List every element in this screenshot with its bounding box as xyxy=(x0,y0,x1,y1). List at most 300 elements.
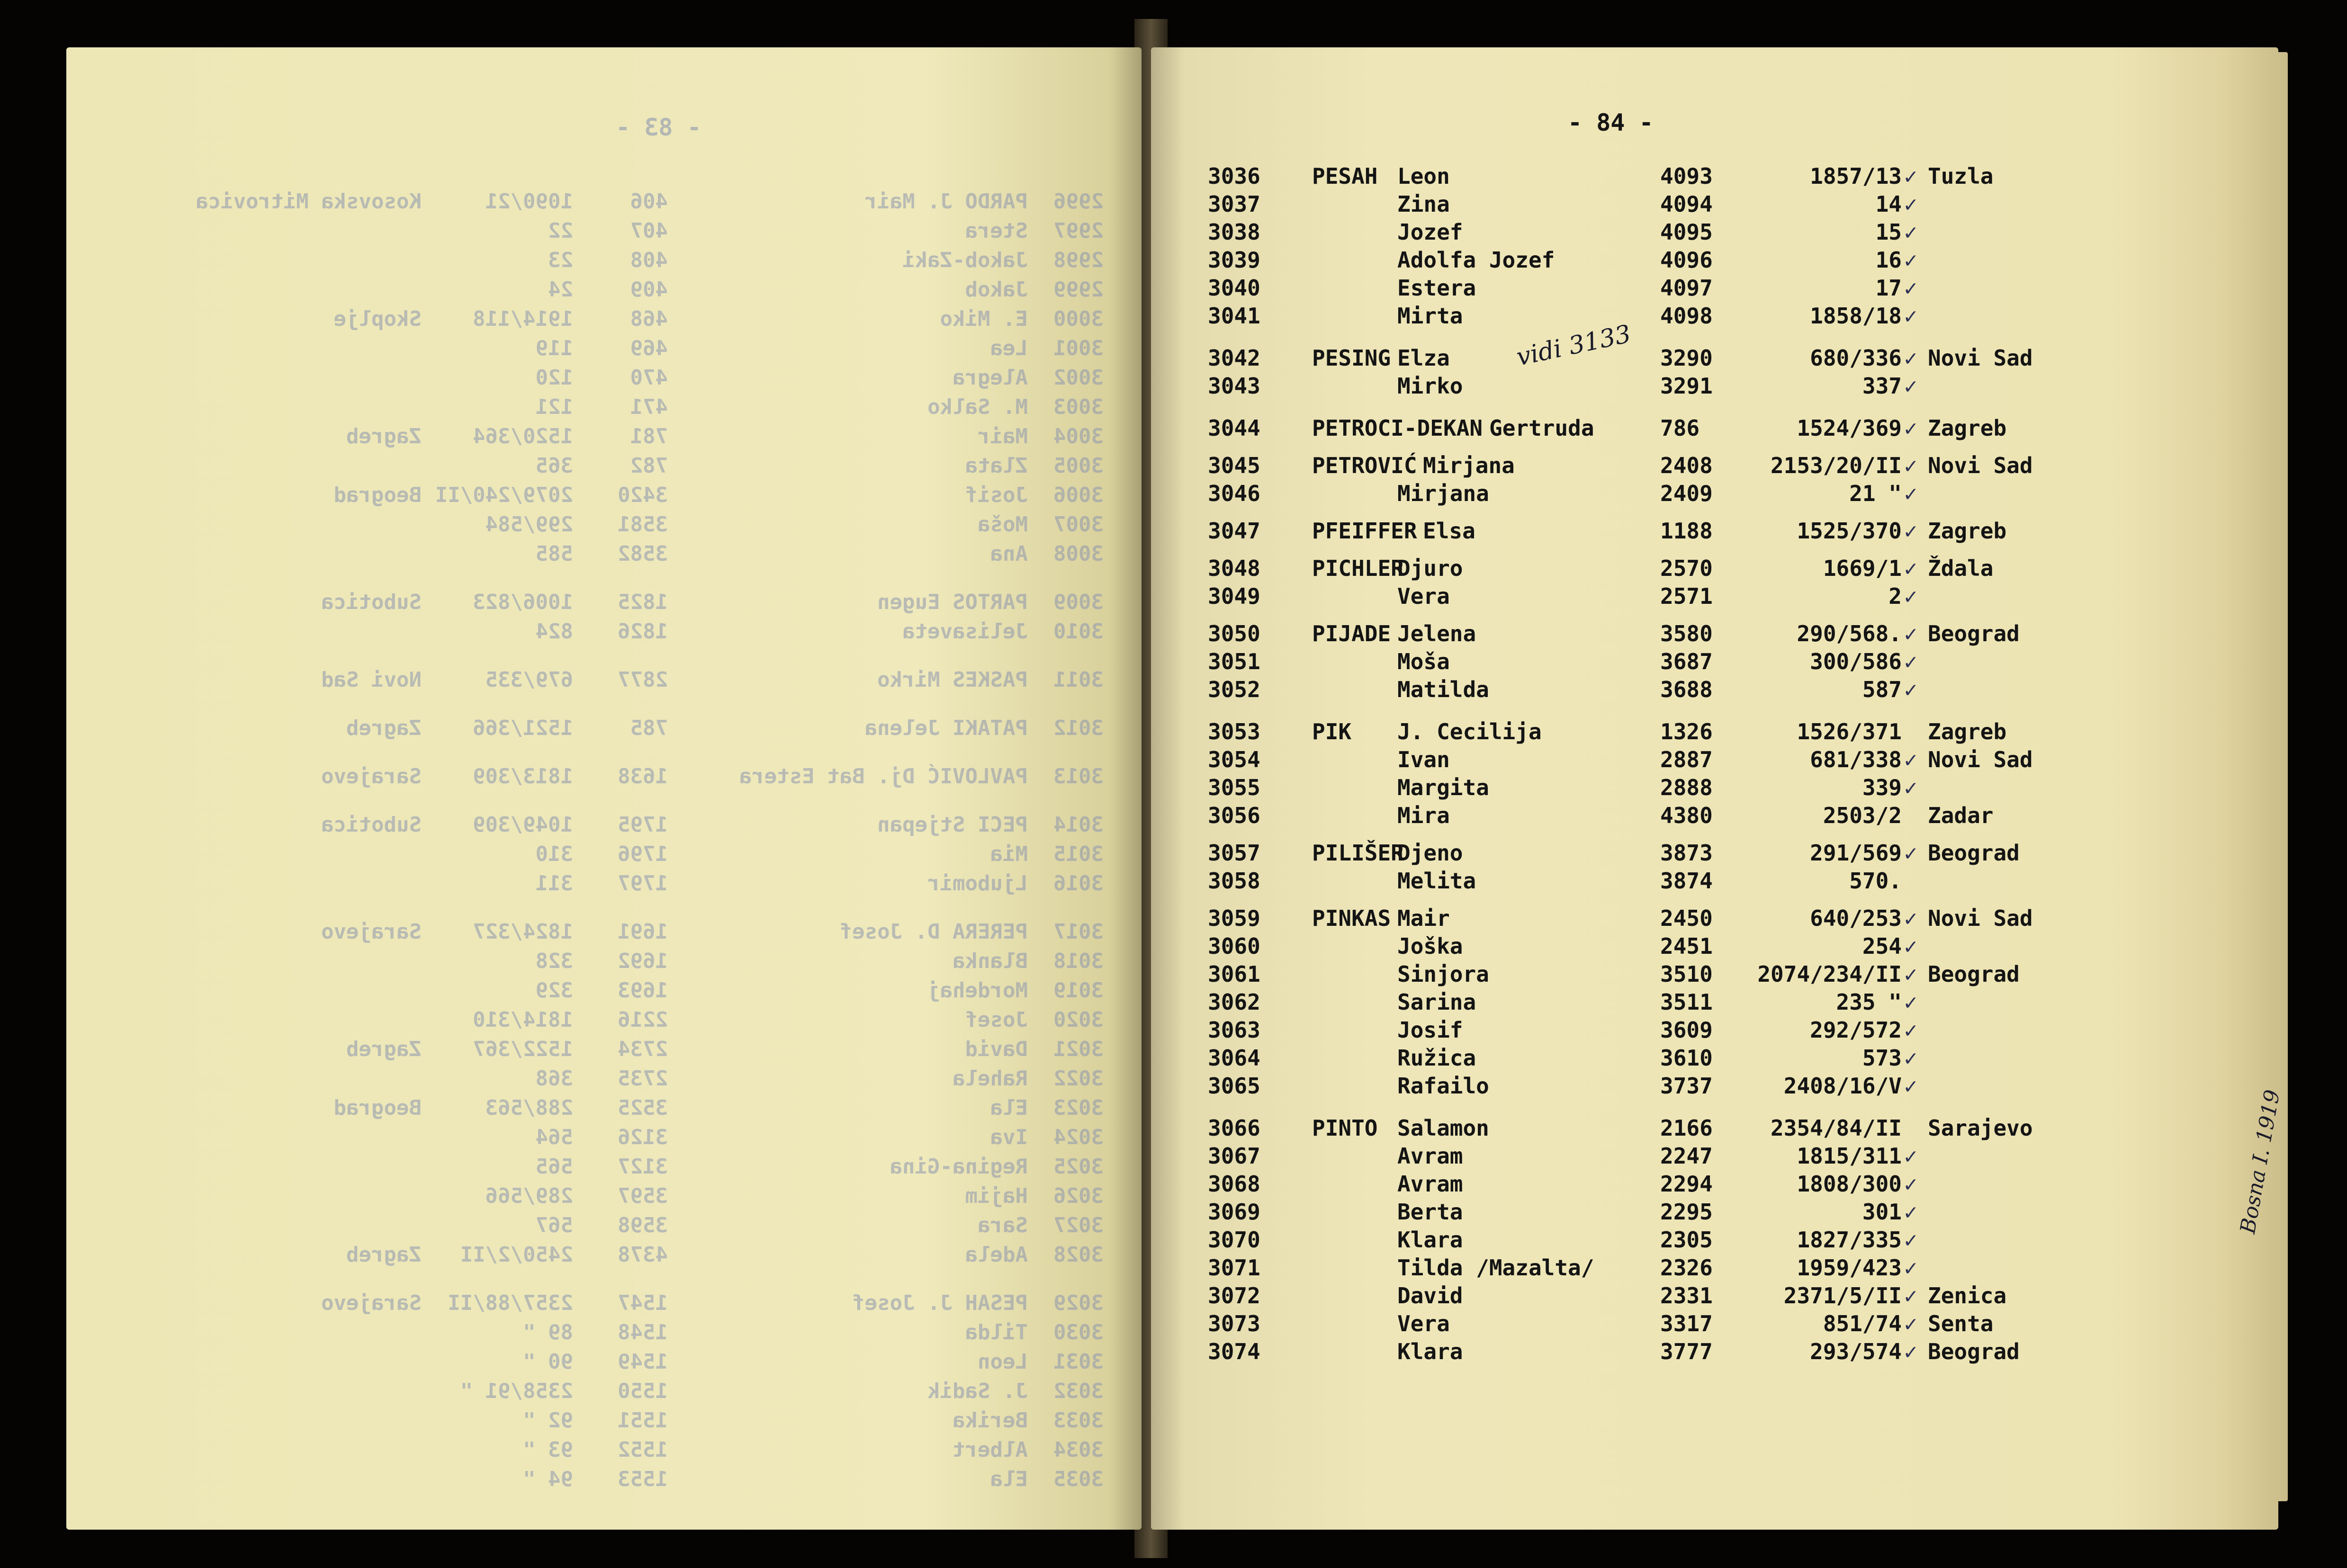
mirrored-ref: 824 xyxy=(535,619,573,644)
reference-number: 14 xyxy=(1875,191,1902,217)
mirrored-ref: 328 xyxy=(535,949,573,973)
mirrored-ref: 585 xyxy=(535,542,573,566)
register-number: 2888 xyxy=(1660,775,1713,800)
place: Novi Sad xyxy=(1928,453,2033,478)
mirrored-reg: 3597 xyxy=(618,1184,668,1208)
mirrored-place: Zagreb xyxy=(346,1243,422,1267)
mirrored-name: Mair xyxy=(978,424,1028,448)
mirrored-name: Ana xyxy=(990,542,1028,566)
mirrored-no: 3027 xyxy=(1053,1213,1104,1237)
given-name: Matilda xyxy=(1397,677,1489,702)
place: Novi Sad xyxy=(1928,345,2033,371)
check-mark-icon: ✓ xyxy=(1904,1255,1917,1281)
mirrored-no: 3013 xyxy=(1053,764,1104,788)
mirrored-no: 2999 xyxy=(1053,278,1104,302)
entry-number: 3061 xyxy=(1208,961,1260,987)
mirrored-row xyxy=(66,813,1142,840)
mirrored-no: 3025 xyxy=(1053,1155,1104,1179)
mirrored-reg: 1826 xyxy=(618,619,668,644)
register-number: 3510 xyxy=(1660,961,1713,987)
mirrored-name: Berika xyxy=(953,1408,1028,1433)
register-number: 2409 xyxy=(1660,481,1713,506)
register-number: 2331 xyxy=(1660,1283,1713,1308)
register-number: 2570 xyxy=(1660,556,1713,581)
mirrored-ref: 1049/309 xyxy=(473,813,573,837)
mirrored-ref: 299/584 xyxy=(485,512,573,537)
mirrored-row xyxy=(66,1184,1142,1211)
mirrored-reg: 406 xyxy=(630,189,668,214)
reference-number: 587 xyxy=(1862,677,1902,702)
mirrored-row xyxy=(66,366,1142,393)
reference-number: 291/569 xyxy=(1810,840,1902,866)
mirrored-no: 3029 xyxy=(1053,1291,1104,1315)
mirrored-no: 3028 xyxy=(1053,1243,1104,1267)
mirrored-name: Hajim xyxy=(965,1184,1028,1208)
given-name: Sinjora xyxy=(1397,961,1489,987)
entry-number: 3057 xyxy=(1208,840,1260,866)
surname: PESING xyxy=(1312,345,1391,371)
mirrored-row xyxy=(66,1213,1142,1241)
mirrored-ref: 90 " xyxy=(523,1350,573,1374)
entry-number: 3059 xyxy=(1208,905,1260,931)
mirrored-no: 3017 xyxy=(1053,920,1104,944)
mirrored-row xyxy=(66,189,1142,217)
mirrored-name: Ela xyxy=(990,1467,1028,1491)
reference-number: 1815/311 xyxy=(1797,1143,1902,1169)
given-name: Salamon xyxy=(1397,1115,1489,1141)
mirrored-row xyxy=(66,1096,1142,1123)
surname: PETROCI-DEKAN xyxy=(1312,415,1483,441)
entry-number: 3055 xyxy=(1208,775,1260,800)
check-mark-icon: ✓ xyxy=(1904,583,1917,609)
mirrored-reg: 1547 xyxy=(618,1291,668,1315)
mirrored-name: Stera xyxy=(965,219,1028,243)
reference-number: 16 xyxy=(1875,247,1902,273)
mirrored-place: Zagreb xyxy=(346,424,422,448)
table-row xyxy=(1151,1339,2278,1366)
mirrored-ref: 1522/367 xyxy=(473,1037,573,1061)
mirrored-ref: 1520/364 xyxy=(473,424,573,448)
given-name: Avram xyxy=(1397,1143,1463,1169)
mirrored-ref: 1914/118 xyxy=(473,307,573,331)
register-number: 1188 xyxy=(1660,518,1713,544)
entry-number: 3039 xyxy=(1208,247,1260,273)
mirrored-ref: 365 xyxy=(535,454,573,478)
mirrored-no: 3003 xyxy=(1053,395,1104,419)
check-mark-icon: ✓ xyxy=(1904,989,1917,1015)
mirrored-name: Lea xyxy=(990,336,1028,360)
register-number: 3291 xyxy=(1660,373,1713,399)
given-name: Zina xyxy=(1397,191,1450,217)
register-number: 4096 xyxy=(1660,247,1713,273)
mirrored-name: Adela xyxy=(965,1243,1028,1267)
mirrored-ref: 329 xyxy=(535,978,573,1003)
entry-number: 3070 xyxy=(1208,1227,1260,1253)
given-name: Klara xyxy=(1397,1339,1463,1364)
mirrored-row xyxy=(66,483,1142,511)
mirrored-no: 3016 xyxy=(1053,871,1104,896)
mirrored-no: 3018 xyxy=(1053,949,1104,973)
mirrored-place: Beograd xyxy=(333,483,422,507)
mirrored-row xyxy=(66,949,1142,977)
register-number: 4093 xyxy=(1660,163,1713,189)
mirrored-reg: 1553 xyxy=(618,1467,668,1491)
register-number: 3873 xyxy=(1660,840,1713,866)
reference-number: 573 xyxy=(1862,1045,1902,1071)
place: Senta xyxy=(1928,1311,1994,1336)
entry-number: 3051 xyxy=(1208,649,1260,674)
register-number: 3687 xyxy=(1660,649,1713,674)
register-number: 4095 xyxy=(1660,219,1713,245)
mirrored-name: Iva xyxy=(990,1125,1028,1149)
mirrored-reg: 3126 xyxy=(618,1125,668,1149)
table-row xyxy=(1151,481,2278,508)
place: Beograd xyxy=(1928,961,2020,987)
entry-number: 3043 xyxy=(1208,373,1260,399)
mirrored-reg: 1638 xyxy=(618,764,668,788)
reference-number: 680/336 xyxy=(1810,345,1902,371)
mirrored-reg: 1825 xyxy=(618,590,668,614)
reference-number: 235 " xyxy=(1836,989,1902,1015)
mirrored-no: 3014 xyxy=(1053,813,1104,837)
mirrored-ref: 121 xyxy=(535,395,573,419)
mirrored-reg: 2216 xyxy=(618,1008,668,1032)
place: Zagreb xyxy=(1928,415,2007,441)
reference-number: 1524/369 xyxy=(1797,415,1902,441)
reference-number: 1827/335 xyxy=(1797,1227,1902,1253)
mirrored-name: Jelisaveta xyxy=(902,619,1028,644)
entry-number: 3038 xyxy=(1208,219,1260,245)
table-row xyxy=(1151,1017,2278,1045)
check-mark-icon: ✓ xyxy=(1904,677,1917,702)
register-number: 1326 xyxy=(1660,719,1713,744)
reference-number: 254 xyxy=(1862,933,1902,959)
place: Ždala xyxy=(1928,556,1994,581)
table-row xyxy=(1151,303,2278,331)
mirrored-name: PARTOS Eugen xyxy=(877,590,1028,614)
mirrored-name: PAVLOVIĆ Dj. Bat Estera xyxy=(739,764,1028,788)
register-number: 3609 xyxy=(1660,1017,1713,1043)
mirrored-reg: 1796 xyxy=(618,842,668,866)
given-name: Adolfa Jozef xyxy=(1397,247,1555,273)
reference-number: 292/572 xyxy=(1810,1017,1902,1043)
surname: PILIŠER xyxy=(1312,840,1404,866)
register-number: 3580 xyxy=(1660,621,1713,646)
given-name: Mirjana xyxy=(1397,481,1489,506)
check-mark-icon: ✓ xyxy=(1904,163,1917,189)
mirrored-no: 3024 xyxy=(1053,1125,1104,1149)
given-name: Mira xyxy=(1397,803,1450,828)
mirrored-ref: 2357/88/II xyxy=(448,1291,573,1315)
table-row xyxy=(1151,583,2278,611)
check-mark-icon: ✓ xyxy=(1904,1311,1917,1336)
reference-number: 1669/1 xyxy=(1823,556,1902,581)
mirrored-reg: 468 xyxy=(630,307,668,331)
entry-number: 3036 xyxy=(1208,163,1260,189)
mirrored-ref: 22 xyxy=(548,219,573,243)
table-row xyxy=(1151,163,2278,191)
mirrored-reg: 785 xyxy=(630,716,668,740)
place: Zagreb xyxy=(1928,719,2007,744)
reference-number: 339 xyxy=(1862,775,1902,800)
mirrored-row xyxy=(66,842,1142,869)
register-number: 3290 xyxy=(1660,345,1713,371)
reference-number: 1959/423 xyxy=(1797,1255,1902,1281)
register-number: 4094 xyxy=(1660,191,1713,217)
mirrored-no: 3007 xyxy=(1053,512,1104,537)
register-number: 4380 xyxy=(1660,803,1713,828)
reference-number: 2 xyxy=(1888,583,1902,609)
mirrored-reg: 1550 xyxy=(618,1379,668,1403)
check-mark-icon: ✓ xyxy=(1904,345,1917,371)
entry-number: 3049 xyxy=(1208,583,1260,609)
mirrored-name: PESAH J. Josef xyxy=(852,1291,1028,1315)
given-name: Jozef xyxy=(1397,219,1463,245)
mirrored-reg: 3582 xyxy=(618,542,668,566)
entry-number: 3054 xyxy=(1208,747,1260,772)
register-number: 786 xyxy=(1660,415,1700,441)
register-number: 2326 xyxy=(1660,1255,1713,1281)
given-name: Moša xyxy=(1397,649,1450,674)
surname: PINKAS xyxy=(1312,905,1391,931)
surname: PINTO xyxy=(1312,1115,1378,1141)
place: Zadar xyxy=(1928,803,1994,828)
register-number: 2294 xyxy=(1660,1171,1713,1197)
mirrored-name: Jakob-Zaki xyxy=(902,248,1028,272)
given-name: Mair xyxy=(1397,905,1450,931)
given-name: Rafailo xyxy=(1397,1073,1489,1099)
place: Beograd xyxy=(1928,840,2020,866)
table-row xyxy=(1151,275,2278,303)
mirrored-reg: 782 xyxy=(630,454,668,478)
check-mark-icon: ✓ xyxy=(1904,775,1917,800)
register-number: 2408 xyxy=(1660,453,1713,478)
table-row xyxy=(1151,775,2278,802)
entry-number: 3063 xyxy=(1208,1017,1260,1043)
place: Zagreb xyxy=(1928,518,2007,544)
entry-number: 3071 xyxy=(1208,1255,1260,1281)
mirrored-no: 2998 xyxy=(1053,248,1104,272)
reference-number: 2153/20/II xyxy=(1771,453,1902,478)
mirrored-no: 3035 xyxy=(1053,1467,1104,1491)
mirrored-no: 3033 xyxy=(1053,1408,1104,1433)
table-row xyxy=(1151,868,2278,896)
entry-number: 3067 xyxy=(1208,1143,1260,1169)
mirrored-place: Zagreb xyxy=(346,1037,422,1061)
mirrored-reg: 1691 xyxy=(618,920,668,944)
place: Sarajevo xyxy=(1928,1115,2033,1141)
mirrored-no: 3020 xyxy=(1053,1008,1104,1032)
reference-number: 640/253 xyxy=(1810,905,1902,931)
register-number: 2247 xyxy=(1660,1143,1713,1169)
given-name: J. Cecilija xyxy=(1397,719,1542,744)
mirrored-ref: 2079/240/II xyxy=(435,483,573,507)
reference-number: 1808/300 xyxy=(1797,1171,1902,1197)
mirrored-ref: 92 " xyxy=(523,1408,573,1433)
mirrored-row xyxy=(66,1408,1142,1436)
table-row xyxy=(1151,556,2278,583)
mirrored-place: Subotica xyxy=(321,590,422,614)
mirrored-row xyxy=(66,1320,1142,1348)
mirrored-name: Moša xyxy=(978,512,1028,537)
mirrored-ref: 567 xyxy=(535,1213,573,1237)
register-number: 4097 xyxy=(1660,275,1713,301)
mirrored-no: 3032 xyxy=(1053,1379,1104,1403)
register-number: 2166 xyxy=(1660,1115,1713,1141)
table-row xyxy=(1151,803,2278,830)
mirrored-place: Subotica xyxy=(321,813,422,837)
mirrored-row xyxy=(66,542,1142,569)
mirrored-no: 3004 xyxy=(1053,424,1104,448)
mirrored-row xyxy=(66,1155,1142,1182)
mirrored-ref: 93 " xyxy=(523,1438,573,1462)
given-name: Josif xyxy=(1397,1017,1463,1043)
place: Beograd xyxy=(1928,621,2020,646)
given-name: Vera xyxy=(1397,1311,1450,1336)
mirrored-place: Sarajevo xyxy=(321,920,422,944)
mirrored-row xyxy=(66,1291,1142,1318)
reference-number: 21 " xyxy=(1849,481,1902,506)
mirrored-name: Tilda xyxy=(965,1320,1028,1344)
table-row xyxy=(1151,1045,2278,1073)
table-row xyxy=(1151,747,2278,774)
check-mark-icon: ✓ xyxy=(1904,518,1917,544)
mirrored-name: David xyxy=(965,1037,1028,1061)
check-mark-icon: ✓ xyxy=(1904,961,1917,987)
entry-number: 3073 xyxy=(1208,1311,1260,1336)
mirrored-ref: 1814/310 xyxy=(473,1008,573,1032)
mirrored-row xyxy=(66,307,1142,334)
given-name: Djuro xyxy=(1397,556,1463,581)
given-name: Estera xyxy=(1397,275,1476,301)
mirrored-ref: 2358/91 " xyxy=(460,1379,573,1403)
check-mark-icon: ✓ xyxy=(1904,905,1917,931)
entry-number: 3045 xyxy=(1208,453,1260,478)
mirrored-row xyxy=(66,512,1142,540)
entry-number: 3047 xyxy=(1208,518,1260,544)
table-row xyxy=(1151,1255,2278,1282)
mirrored-name: Jakob xyxy=(965,278,1028,302)
mirrored-no: 3002 xyxy=(1053,366,1104,390)
mirrored-row xyxy=(66,619,1142,647)
mirrored-ref: 565 xyxy=(535,1155,573,1179)
mirrored-ref: 2450/2/II xyxy=(460,1243,573,1267)
place: Novi Sad xyxy=(1928,905,2033,931)
mirrored-reg: 469 xyxy=(630,336,668,360)
mirrored-row xyxy=(66,1037,1142,1065)
reference-number: 1526/371 xyxy=(1797,719,1902,744)
table-row xyxy=(1151,415,2278,443)
mirrored-name: Josif xyxy=(965,483,1028,507)
mirrored-row xyxy=(66,978,1142,1006)
mirrored-ref: 24 xyxy=(548,278,573,302)
mirrored-name: J. Sadik xyxy=(927,1379,1028,1403)
mirrored-row xyxy=(66,668,1142,695)
mirrored-no: 3000 xyxy=(1053,307,1104,331)
register-number: 2887 xyxy=(1660,747,1713,772)
table-row xyxy=(1151,219,2278,247)
reference-number: 2503/2 xyxy=(1823,803,1902,828)
entry-number: 3056 xyxy=(1208,803,1260,828)
mirrored-name: E. Miko xyxy=(940,307,1028,331)
table-row xyxy=(1151,719,2278,746)
surname: PIK xyxy=(1312,719,1352,744)
mirrored-ref: 679/335 xyxy=(485,668,573,692)
table-row xyxy=(1151,191,2278,219)
check-mark-icon: ✓ xyxy=(1904,1017,1917,1043)
given-name: Mirjana xyxy=(1423,453,1515,478)
reference-number: 300/586 xyxy=(1810,649,1902,674)
mirrored-ref: 1090/21 xyxy=(485,189,573,214)
table-row xyxy=(1151,961,2278,989)
mirrored-reg: 1692 xyxy=(618,949,668,973)
margin-note: vidi 3133 xyxy=(1514,320,1634,372)
reference-number: 290/568. xyxy=(1797,621,1902,646)
entry-number: 3044 xyxy=(1208,415,1260,441)
mirrored-row xyxy=(66,1243,1142,1270)
mirrored-ref: 368 xyxy=(535,1066,573,1091)
reference-number: 1857/13 xyxy=(1810,163,1902,189)
reference-number: 2074/234/II xyxy=(1757,961,1902,987)
entry-number: 3064 xyxy=(1208,1045,1260,1071)
given-name: Gertruda xyxy=(1489,415,1594,441)
check-mark-icon: ✓ xyxy=(1904,191,1917,217)
mirrored-no: 2996 xyxy=(1053,189,1104,214)
place: Tuzla xyxy=(1928,163,1994,189)
mirrored-ref: 288/563 xyxy=(485,1096,573,1120)
mirrored-reg: 1549 xyxy=(618,1350,668,1374)
mirrored-ref: 94 " xyxy=(523,1467,573,1491)
table-row xyxy=(1151,1143,2278,1171)
mirrored-place: Zagreb xyxy=(346,716,422,740)
mirrored-ref: 119 xyxy=(535,336,573,360)
mirrored-no: 2997 xyxy=(1053,219,1104,243)
mirrored-row xyxy=(66,920,1142,947)
reference-number: 1525/370 xyxy=(1797,518,1902,544)
mirrored-row xyxy=(66,1125,1142,1153)
surname: PFEIFFER xyxy=(1312,518,1417,544)
mirrored-reg: 1551 xyxy=(618,1408,668,1433)
surname: PESAH xyxy=(1312,163,1378,189)
mirrored-name: Josef xyxy=(965,1008,1028,1032)
table-row xyxy=(1151,649,2278,676)
register-number: 2450 xyxy=(1660,905,1713,931)
reference-number: 570. xyxy=(1849,868,1902,894)
given-name: Ivan xyxy=(1397,747,1450,772)
mirrored-name: Ela xyxy=(990,1096,1028,1120)
table-row xyxy=(1151,933,2278,961)
given-name: David xyxy=(1397,1283,1463,1308)
table-row xyxy=(1151,1171,2278,1199)
mirrored-place: Sarajevo xyxy=(321,1291,422,1315)
reference-number: 851/74 xyxy=(1823,1311,1902,1336)
mirrored-ref: 289/566 xyxy=(485,1184,573,1208)
mirrored-name: Alegra xyxy=(953,366,1028,390)
mirrored-no: 3010 xyxy=(1053,619,1104,644)
check-mark-icon: ✓ xyxy=(1904,219,1917,245)
reference-number: 1858/18 xyxy=(1810,303,1902,329)
mirrored-place: Beograd xyxy=(333,1096,422,1120)
entry-number: 3042 xyxy=(1208,345,1260,371)
mirrored-name: PERERA D. Josef xyxy=(839,920,1028,944)
reference-number: 2408/16/V xyxy=(1783,1073,1902,1099)
register-number: 3511 xyxy=(1660,989,1713,1015)
mirrored-place: Skoplje xyxy=(333,307,422,331)
entry-number: 3037 xyxy=(1208,191,1260,217)
mirrored-ref: 310 xyxy=(535,842,573,866)
mirrored-name: Rahela xyxy=(953,1066,1028,1091)
mirrored-no: 3005 xyxy=(1053,454,1104,478)
